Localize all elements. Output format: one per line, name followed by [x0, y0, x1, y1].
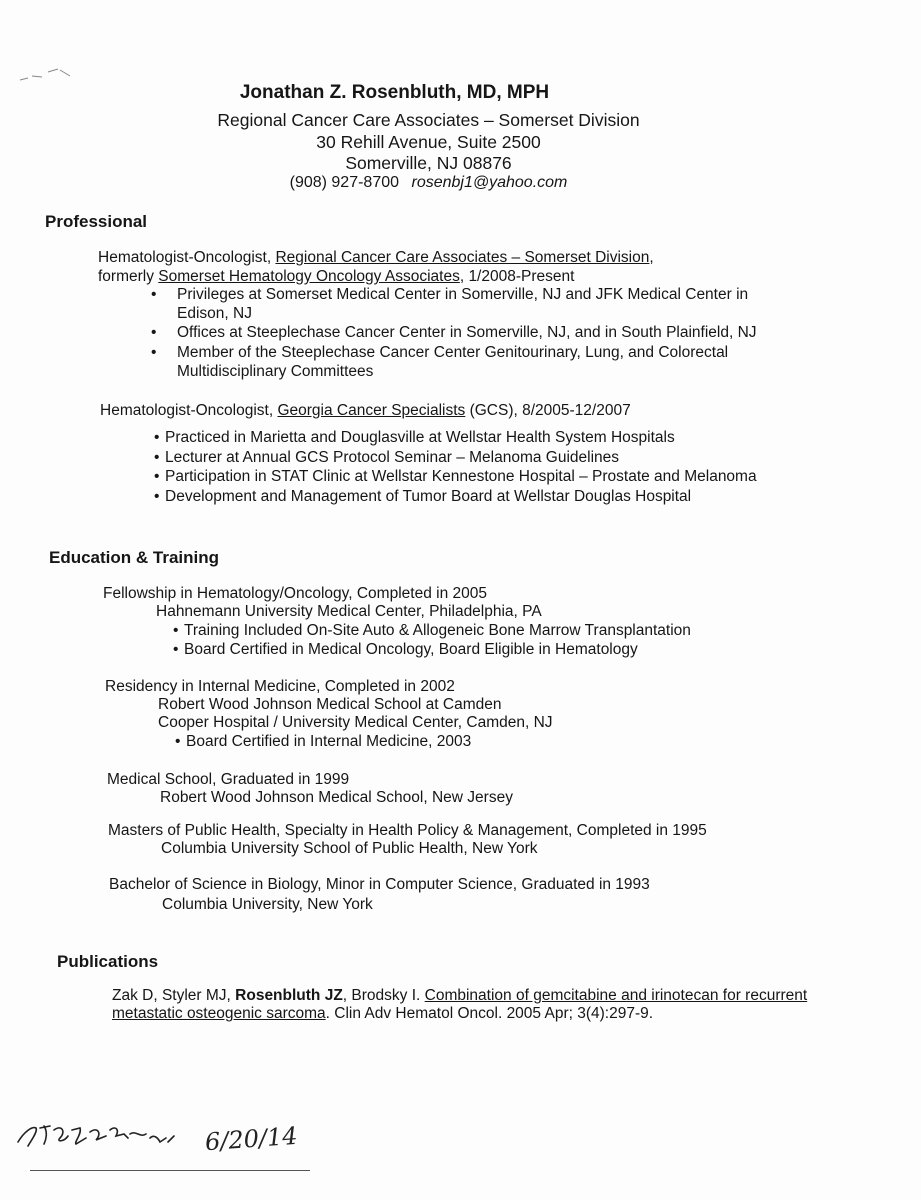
residency-bullet: • Board Certified in Internal Medicine, 2003	[175, 733, 472, 750]
street-address: 30 Rehill Avenue, Suite 2500	[316, 132, 541, 152]
phone-number: (908) 927-8700	[289, 174, 400, 191]
job1-line1: Hematologist-Oncologist, Regional Cancer Care Associates – Somerset Division,	[98, 249, 654, 266]
fellowship-bullet: • Board Certified in Medical Oncology, Board Eligible in Hematology	[173, 641, 638, 658]
fellowship-institution: Hahnemann University Medical Center, Philadelphia, PA	[156, 603, 542, 620]
section-heading-professional: Professional	[45, 212, 148, 231]
job1-former-employer: Somerset Hematology Oncology Associates	[158, 268, 460, 285]
publication-author-highlight: Rosenbluth JZ	[235, 987, 343, 1004]
publication-line1: Zak D, Styler MJ, Rosenbluth JZ, Brodsky I. Combination of gemcitabine and irinotecan for recurrent	[112, 987, 808, 1004]
email-address: rosenbj1@yahoo.com	[411, 174, 568, 191]
job1-bullet-continued: Edison, NJ	[177, 305, 252, 322]
practice-name: Regional Cancer Care Associates – Somerset Division	[217, 110, 640, 130]
job1-bullet: • Offices at Steeplechase Cancer Center in Somerville, NJ, and in South Plainfield, NJ	[151, 324, 757, 341]
publication-title: Combination of gemcitabine and irinotecan for recurrent	[424, 987, 808, 1004]
cv-name: Jonathan Z. Rosenbluth, MD, MPH	[239, 82, 550, 103]
job2-line: Hematologist-Oncologist, Georgia Cancer Specialists (GCS), 8/2005-12/2007	[100, 402, 631, 419]
job2-bullet: • Participation in STAT Clinic at Wellstar Kennestone Hospital – Prostate and Melanoma	[154, 468, 757, 485]
medschool-institution: Robert Wood Johnson Medical School, New Jersey	[160, 789, 513, 806]
section-heading-education: Education & Training	[49, 548, 220, 567]
job2-bullet: • Lecturer at Annual GCS Protocol Seminar – Melanoma Guidelines	[154, 449, 620, 466]
bs-institution: Columbia University, New York	[162, 896, 373, 913]
publication-title-continued: metastatic osteogenic sarcoma	[112, 1005, 326, 1022]
job1-bullet-continued: Multidisciplinary Committees	[177, 363, 374, 380]
section-heading-publications: Publications	[57, 952, 159, 971]
bs-line: Bachelor of Science in Biology, Minor in Computer Science, Graduated in 1993	[109, 876, 650, 893]
signature-date: 6/20/14	[204, 1121, 299, 1157]
residency-line: Residency in Internal Medicine, Completed in 2002	[105, 678, 455, 695]
mph-institution: Columbia University School of Public Health, New York	[161, 840, 538, 857]
job1-employer: Regional Cancer Care Associates – Somerset Division	[275, 249, 650, 266]
job1-bullet: • Privileges at Somerset Medical Center in Somerville, NJ and JFK Medical Center in	[151, 286, 749, 303]
fellowship-bullet: • Training Included On-Site Auto & Allogeneic Bone Marrow Transplantation	[173, 622, 691, 639]
residency-institution: Robert Wood Johnson Medical School at Camden	[158, 696, 502, 713]
job1-bullet: • Member of the Steeplechase Cancer Center Genitourinary, Lung, and Colorectal	[151, 344, 729, 361]
fellowship-line: Fellowship in Hematology/Oncology, Completed in 2005	[103, 585, 487, 602]
city-state-zip: Somerville, NJ 08876	[345, 153, 512, 173]
contact-line	[0, 174, 889, 192]
job2-bullet: • Development and Management of Tumor Board at Wellstar Douglas Hospital	[154, 488, 692, 505]
residency-hospital: Cooper Hospital / University Medical Center, Camden, NJ	[158, 714, 553, 731]
publication-line2: metastatic osteogenic sarcoma. Clin Adv Hematol Oncol. 2005 Apr; 3(4):297-9.	[112, 1005, 654, 1022]
medschool-line: Medical School, Graduated in 1999	[107, 771, 350, 788]
signature-rule	[30, 1170, 310, 1171]
job2-bullet: • Practiced in Marietta and Douglasville at Wellstar Health System Hospitals	[154, 429, 675, 446]
job2-employer: Georgia Cancer Specialists	[277, 402, 466, 419]
job1-line2: formerly Somerset Hematology Oncology Associates, 1/2008-Present	[98, 268, 575, 285]
mph-line: Masters of Public Health, Specialty in Health Policy & Management, Completed in 1995	[108, 822, 707, 839]
